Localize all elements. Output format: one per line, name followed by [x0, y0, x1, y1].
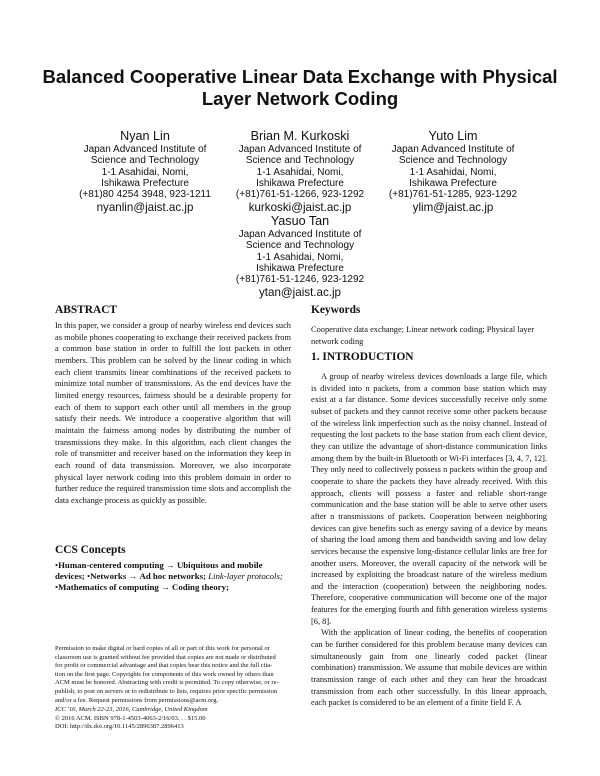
title-line-1: Balanced Cooperative Linear Data Exchange with Physical: [42, 66, 558, 87]
author-affiliation-line: 1-1 Asahidai, Nomi,: [101, 166, 189, 178]
keywords-text: Cooperative data exchange; Linear network coding; Physical layer network coding: [311, 325, 535, 346]
author-email[interactable]: ylim@jaist.ac.jp: [412, 201, 494, 215]
author-affiliation-line: Japan Advanced Institute of: [83, 144, 207, 155]
author-affiliation-line: Ishikawa Prefecture: [256, 177, 344, 189]
author-affiliation-line: Ishikawa Prefecture: [256, 262, 344, 274]
footnote-meta: [55, 706, 291, 732]
author-name: Nyan Lin: [120, 129, 170, 143]
arrow-icon: →: [158, 582, 172, 593]
author-block-yuto-lim: [358, 128, 548, 215]
introduction-paragraph: With the application of linear coding, the benefits of cooperation can be further considered for this problem because many devices can simultaneously gain from one linearly coded packet (linear combination) transmission. We assume that mobile devices are within transmission range of each other and they can hear the broadcast transmission from each other successfully. In this linear approach, each packet is considered to be an element of a finite field F. A: [311, 628, 547, 708]
ccs-section: [55, 544, 291, 593]
author-name: Brian M. Kurkoski: [250, 129, 350, 143]
conference-line: ICC '16, March 22-23, 2016, Cambridge, United Kingdom: [55, 706, 208, 714]
author-affiliation-line: (+81)761-51-1246, 923-1292: [235, 274, 365, 286]
introduction-heading: 1. INTRODUCTION: [311, 351, 414, 363]
permission-line: for profit or commercial advantage and that copies bear this notice and the full cita-: [55, 662, 273, 670]
permission-line: ACM must be honored. Abstracting with credit is permitted. To copy otherwise, or re-: [55, 679, 279, 687]
arrow-icon: →: [126, 571, 140, 582]
abstract-heading: ABSTRACT: [55, 304, 118, 316]
author-affiliation-line: Japan Advanced Institute of: [391, 144, 515, 155]
introduction-section: [311, 351, 547, 775]
permission-footnote: [55, 645, 291, 732]
permission-notice: [55, 645, 291, 705]
author-affiliation-line: (+81)80 4254 3948, 923-1211: [79, 189, 211, 201]
author-affiliation-line: 1-1 Asahidai, Nomi,: [256, 166, 344, 178]
ccs-list: [55, 560, 291, 593]
copyright-line: © 2016 ACM. ISBN 978-1-4503-4063-2/16/03. . . $15.00: [55, 714, 206, 722]
doi-link[interactable]: DOI: http://dx.doi.org/10.1145/2896387.2896413: [55, 723, 184, 731]
author-affiliation-line: 1-1 Asahidai, Nomi,: [256, 251, 344, 263]
ccs-subconcept: Coding theory;: [171, 582, 229, 593]
author-affiliation-line: Science and Technology: [90, 155, 200, 167]
keywords-section: [311, 304, 547, 347]
author-affiliation-line: (+81)761-51-1285, 923-1292: [388, 189, 518, 201]
permission-line: classroom use is granted without fee provided that copies are not made or distributed: [55, 653, 276, 661]
author-affiliation-line: (+81)761-51-1266, 923-1292: [235, 189, 365, 201]
arrow-icon: →: [163, 560, 177, 570]
keywords-heading: Keywords: [311, 304, 361, 316]
author-affiliation-line: Science and Technology: [245, 240, 355, 252]
author-affiliation-line: Japan Advanced Institute of: [238, 229, 362, 240]
permission-line: Permission to make digital or hard copies of all or part of this work for personal or: [55, 645, 270, 652]
abstract-text: In this paper, we consider a group of nearby wireless end devices such as mobile phones cooperating to exchange their received packets from a common base station in order to fulfill the lost packets in other members. This problem can be solved by the linear coding in which each client transmits linear combinations of the received packets to minimize total number of transmissions. As the end devices have the limited energy resources, fairness should be a desirable property for each of them to support each other until all members in the group satisfy their needs. We introduce a cooperative algorithm that will maintain the fairness among nodes by distributing the number of transmissions they make. In this algorithm, each client changes the role of transmitter and receiver based on the information they keep in each round of data transmission. Moreover, we also incorporate physical layer network coding into this problem domain in order to further reduce the required transmission time slots and accomplish the data exchange process as quickly as possible.: [55, 321, 291, 505]
author-affiliation-line: Japan Advanced Institute of: [238, 144, 362, 155]
ccs-concept: Human-centered computing: [58, 560, 164, 570]
ccs-subconcept: Ad hoc networks;: [139, 571, 206, 582]
permission-line: tion on the first page. Copyrights for components of this work owned by others than: [55, 670, 274, 678]
paper-title: [40, 66, 560, 110]
abstract-section: [55, 304, 291, 507]
ccs-heading: CCS Concepts: [55, 544, 126, 556]
permission-line: publish, to post on servers or to redistribute to lists, requires prior specific permission: [55, 687, 278, 695]
ccs-subconcept-minor: Link-layer protocols;: [205, 571, 283, 582]
author-affiliation-line: Ishikawa Prefecture: [409, 177, 497, 189]
introduction-body: [311, 371, 547, 775]
ccs-bullet: •: [84, 571, 91, 582]
permission-line: and/or a fee. Request permissions from permissions@acm.org.: [55, 696, 219, 704]
author-affiliation-line: 1-1 Asahidai, Nomi,: [409, 166, 497, 178]
title-line-2: Layer Network Coding: [201, 88, 399, 109]
author-affiliation-line: Ishikawa Prefecture: [101, 177, 189, 189]
author-name: Yasuo Tan: [270, 214, 330, 228]
author-email[interactable]: kurkoski@jaist.ac.jp: [248, 201, 352, 215]
ccs-concept: Mathematics of computing: [58, 582, 159, 593]
author-name: Yuto Lim: [428, 129, 478, 143]
ccs-bullet: •: [55, 582, 59, 593]
author-affiliation-line: Science and Technology: [245, 155, 355, 167]
ccs-subconcept: Ubiquitous and mobile devices;: [55, 560, 263, 582]
author-affiliation-line: Science and Technology: [398, 155, 508, 167]
ccs-bullet: •: [55, 560, 59, 570]
ccs-concept: Networks: [90, 571, 127, 582]
author-email[interactable]: ytan@jaist.ac.jp: [258, 286, 341, 300]
author-block-yasuo-tan: [205, 213, 395, 300]
introduction-paragraph: A group of nearby wireless devices downloads a large file, which is divided into n packets, from a common base station which may exist at a far distance. Some devices successfully receive only some subset of packets and they cannot receive some other packets because of the wireless link imperfection such as the noisy channel. Instead of requesting the lost packets to the base station from each client device, they can utilize the advantage of short-distance communication links among them by the built-in Bluetooth or Wi-Fi interfaces [3, 4, 7, 12]. They only need to collectively possess n packets within the group and cooperate to share the packets they have already received. With this approach, clients will possess a faster and reliable short-range communication and the base station will be able to serve other users after n transmissions of packets. Cooperation between neighboring devices can give benefits such as energy saving of a device by means of sharing the load among them and bandwidth saving and low delay services because the expensive long-distance cellular links are free for another users. Moreover, the overall capacity of the network will be increased by exploiting the broadcast nature of the wireless medium and the interaction (cooperation) between the neighboring nodes. Therefore, cooperative communication will become one of the major features for the emerging fourth and fifth generation wireless systems [6, 8].: [311, 372, 547, 626]
author-email[interactable]: nyanlin@jaist.ac.jp: [96, 201, 194, 215]
